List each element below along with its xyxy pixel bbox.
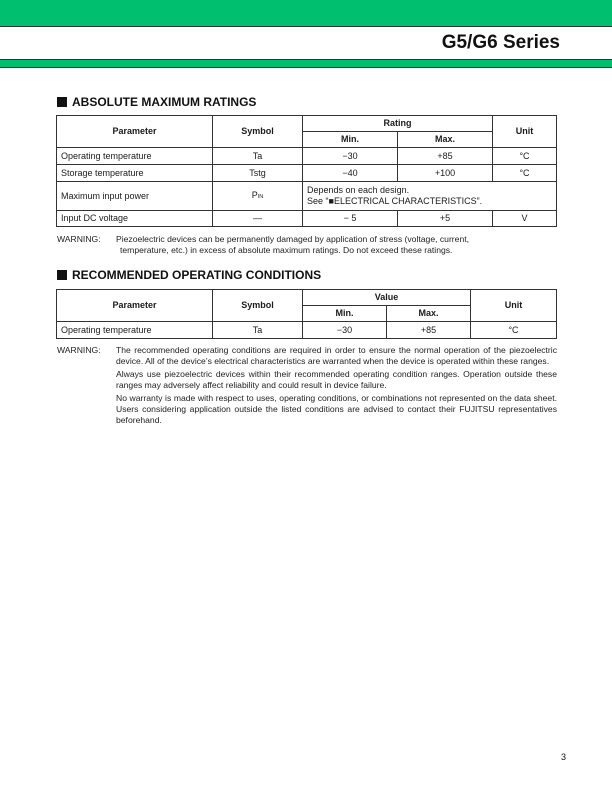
- col-unit: Unit: [493, 116, 557, 148]
- col-rating: Rating: [303, 116, 493, 132]
- header-green-band: [0, 0, 612, 26]
- symbol-cell: Ta: [213, 148, 303, 165]
- col-min: Min.: [303, 132, 398, 148]
- warning-line-2: temperature, etc.) in excess of absolute maximum ratings. Do not exceed these ratings.: [120, 245, 453, 255]
- note-cell: [303, 182, 557, 211]
- note-line-2: See “■ELECTRICAL CHARACTERISTICS”.: [307, 196, 483, 206]
- note-line-1: Depends on each design.: [307, 185, 410, 195]
- col-parameter: Parameter: [57, 290, 213, 322]
- min-cell: − 5: [303, 211, 398, 227]
- unit-cell: °C: [493, 148, 557, 165]
- min-cell: −30: [303, 322, 387, 339]
- min-cell: −40: [303, 165, 398, 182]
- unit-cell: V: [493, 211, 557, 227]
- table-row: [57, 182, 557, 211]
- parameter-cell: Operating temperature: [57, 322, 213, 339]
- col-parameter: Parameter: [57, 116, 213, 148]
- warning-paragraph-3: No warranty is made with respect to uses, operating conditions, or combinations not represented on the data sheet. Users considering application outside the listed conditions are advised to contact their FUJITSU representatives beforehand.: [116, 393, 557, 425]
- warning-line-1: Piezoelectric devices can be permanently damaged by application of stress (voltage, current,: [116, 234, 470, 244]
- rec-op-heading-text: RECOMMENDED OPERATING CONDITIONS: [72, 268, 322, 282]
- warning-label: WARNING:: [57, 234, 101, 244]
- warning-label: WARNING:: [57, 345, 101, 355]
- warning-body: [116, 345, 557, 428]
- col-unit: Unit: [471, 290, 557, 322]
- abs-max-warning: [57, 234, 557, 258]
- square-bullet-icon: [57, 97, 67, 107]
- col-symbol: Symbol: [213, 290, 303, 322]
- col-symbol: Symbol: [213, 116, 303, 148]
- warning-paragraph-1: The recommended operating conditions are required in order to ensure the normal operation of the piezoelectric device. All of the device’s electrical characteristics are warranted when the device is operated within these ranges.: [116, 345, 557, 366]
- rec-op-warning: [57, 345, 557, 445]
- parameter-cell: Input DC voltage: [57, 211, 213, 227]
- symbol-subscript: IN: [257, 193, 264, 200]
- max-cell: +5: [398, 211, 493, 227]
- symbol-cell: [213, 182, 303, 211]
- header-rule: [0, 26, 612, 27]
- table-header-row: [57, 290, 557, 306]
- square-bullet-icon: [57, 270, 67, 280]
- series-title: G5/G6 Series: [441, 32, 560, 53]
- col-value: Value: [303, 290, 471, 306]
- table-header-row: [57, 116, 557, 132]
- max-cell: +100: [398, 165, 493, 182]
- table-row: [57, 165, 557, 182]
- max-cell: +85: [398, 148, 493, 165]
- abs-max-table: [56, 115, 557, 227]
- table-row: [57, 211, 557, 227]
- symbol-cell: —: [213, 211, 303, 227]
- unit-cell: °C: [471, 322, 557, 339]
- symbol-cell: Ta: [213, 322, 303, 339]
- table-row: [57, 148, 557, 165]
- symbol-cell: Tstg: [213, 165, 303, 182]
- symbol-main: P: [251, 189, 258, 200]
- col-max: Max.: [387, 306, 471, 322]
- parameter-cell: Operating temperature: [57, 148, 213, 165]
- unit-cell: °C: [493, 165, 557, 182]
- abs-max-heading: [57, 95, 256, 109]
- abs-max-heading-text: ABSOLUTE MAXIMUM RATINGS: [72, 95, 257, 109]
- max-cell: +85: [387, 322, 471, 339]
- header-sub-band: [0, 59, 612, 68]
- page-number: 3: [560, 752, 566, 762]
- col-min: Min.: [303, 306, 387, 322]
- parameter-cell: Maximum input power: [57, 182, 213, 211]
- parameter-cell: Storage temperature: [57, 165, 213, 182]
- col-max: Max.: [398, 132, 493, 148]
- rec-op-table: [56, 289, 557, 339]
- warning-paragraph-2: Always use piezoelectric devices within their recommended operating condition ranges. Operation outside these ranges may adversely affect reliability and could result in device failure.: [116, 369, 557, 390]
- rec-op-heading: [57, 268, 321, 282]
- table-row: [57, 322, 557, 339]
- min-cell: −30: [303, 148, 398, 165]
